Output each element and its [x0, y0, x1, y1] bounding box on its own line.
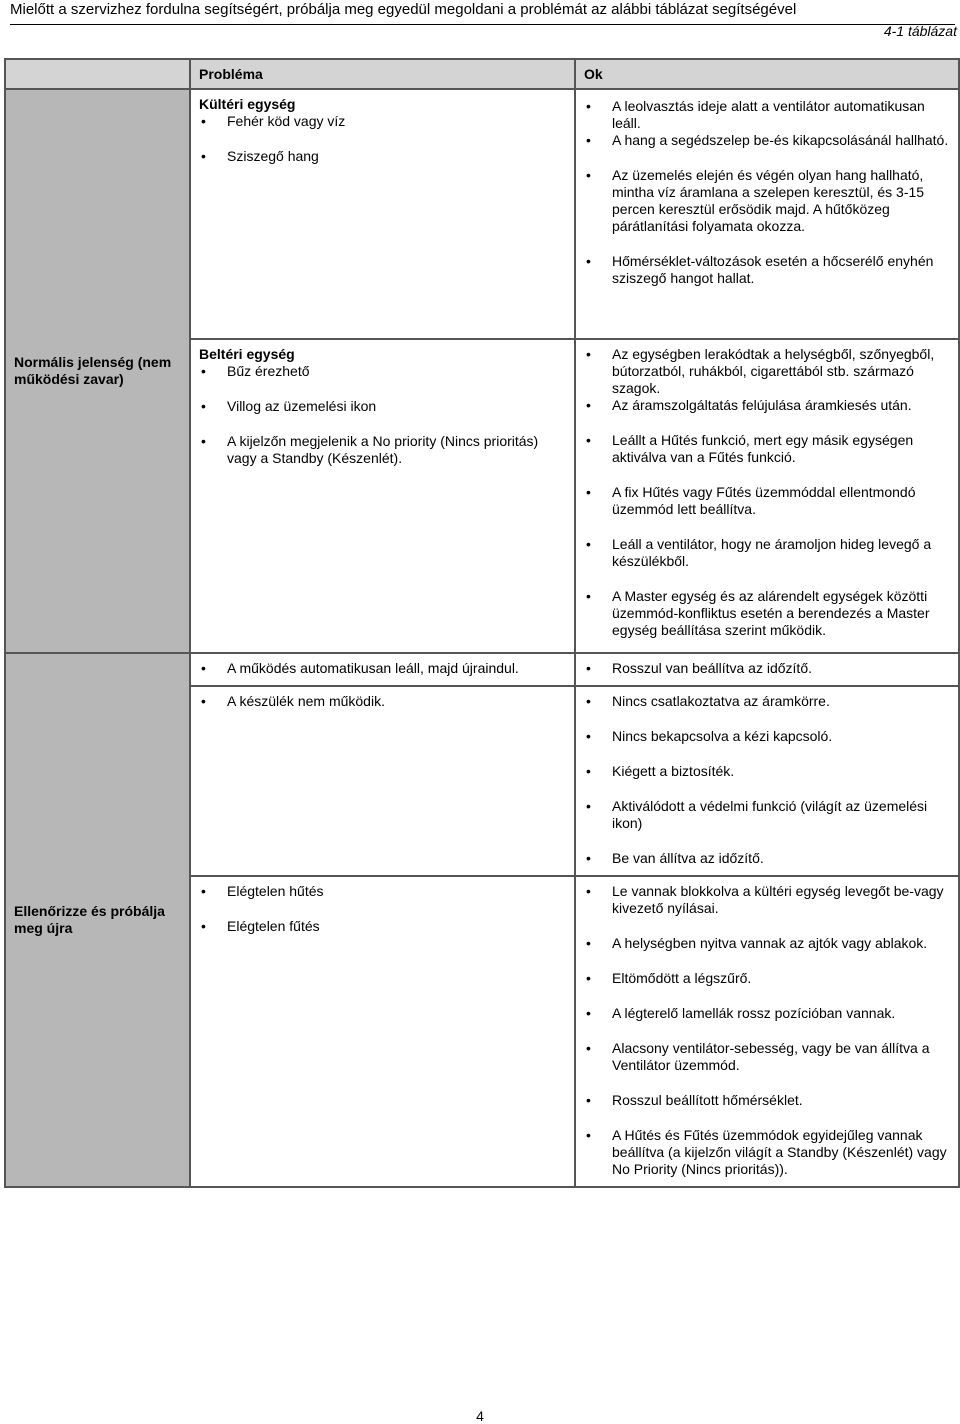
cause-cell-restart — [575, 653, 959, 686]
list-item: • Az üzemelés elején és végén olyan hang hallható, mintha víz áramlana a szelepen keresztül, és 3-15 percen keresztül erősödik majd. A hűtőközeg párátlanítási folyamata okozza. — [584, 167, 952, 235]
cause-list — [584, 693, 952, 867]
cause-cell-nowork — [575, 686, 959, 876]
list-item: • A készülék nem működik. — [199, 693, 568, 710]
list-item: • Leáll a ventilátor, hogy ne áramoljon hideg levegő a készülékből. — [584, 536, 952, 570]
list-item: • Kiégett a biztosíték. — [584, 763, 952, 780]
list-item: • A leolvasztás ideje alatt a ventilátor automatikusan leáll. — [584, 98, 952, 132]
list-item: • A kijelzőn megjelenik a No priority (Nincs prioritás) vagy a Standby (Készenlét). — [199, 433, 568, 467]
page-header-title: Mielőtt a szervizhez fordulna segítségért, próbálja meg egyedül megoldani a problémát az alábbi táblázat segítségével — [10, 1, 797, 18]
header-cause-label: Ok — [584, 66, 603, 82]
cause-cell-poor — [575, 876, 959, 1187]
list-item: • Sziszegő hang — [199, 148, 568, 165]
category-check-label: Ellenőrizze és próbálja meg újra — [14, 903, 165, 936]
list-item: • Rosszul beállított hőmérséklet. — [584, 1092, 952, 1109]
list-item: • Bűz érezhető — [199, 363, 568, 380]
table-row — [5, 89, 959, 339]
list-item: • Az áramszolgáltatás felújulása áramkiesés után. — [584, 397, 952, 414]
table-number: 4-1 táblázat — [883, 23, 957, 39]
list-item: • Hőmérséklet-változások esetén a hőcserélő enyhén sziszegő hangot hallat. — [584, 253, 952, 287]
list-item: • Aktiválódott a védelmi funkció (világít az üzemelési ikon) — [584, 798, 952, 832]
cause-list — [584, 98, 952, 287]
header-problem-label: Probléma — [199, 66, 263, 82]
list-item: • A légterelő lamellák rossz pozícióban vannak. — [584, 1005, 952, 1022]
category-check-cell — [5, 653, 190, 1187]
problem-list — [199, 363, 568, 467]
problem-cell-nowork — [190, 686, 575, 876]
table-row — [5, 653, 959, 686]
list-item: • A működés automatikusan leáll, majd újraindul. — [199, 660, 568, 677]
category-normal-label: Normális jelenség (nem működési zavar) — [14, 354, 172, 387]
problem-list — [199, 883, 568, 935]
list-item: • Alacsony ventilátor-sebesség, vagy be van állítva a Ventilátor üzemmód. — [584, 1040, 952, 1074]
problem-cell-restart — [190, 653, 575, 686]
list-item: • Az egységben lerakódtak a helységből, szőnyegből, bútorzatból, ruhákból, cigarettából stb. származó szagok. — [584, 346, 952, 397]
page-header — [10, 0, 955, 25]
list-item: • A hang a segédszelep be-és kikapcsolásánál hallható. — [584, 132, 952, 149]
list-item: • A Hűtés és Fűtés üzemmódok egyidejűleg vannak beállítva (a kijelzőn világít a Standby (Készenlét) vagy No Priority (Nincs prioritás)). — [584, 1127, 952, 1178]
problem-list — [199, 113, 568, 165]
cause-list — [584, 883, 952, 1178]
category-normal-cell — [5, 89, 190, 653]
problem-cell-poor — [190, 876, 575, 1187]
cause-cell-outdoor — [575, 89, 959, 339]
problem-list — [199, 660, 568, 677]
list-item: • Be van állítva az időzítő. — [584, 850, 952, 867]
list-item: • Elégtelen fűtés — [199, 918, 568, 935]
header-problem-cell — [190, 59, 575, 89]
list-item: • Le vannak blokkolva a kültéri egység levegőt be-vagy kivezető nyílásai. — [584, 883, 952, 917]
list-item: • A helységben nyitva vannak az ajtók vagy ablakok. — [584, 935, 952, 952]
list-item: • Nincs bekapcsolva a kézi kapcsoló. — [584, 728, 952, 745]
page-number: 4 — [476, 1408, 484, 1424]
problem-list — [199, 693, 568, 710]
list-item: • Rosszul van beállítva az időzítő. — [584, 660, 952, 677]
list-item: • Leállt a Hűtés funkció, mert egy másik egységen aktiválva van a Fűtés funkció. — [584, 432, 952, 466]
list-item: • Fehér köd vagy víz — [199, 113, 568, 130]
header-cause-cell — [575, 59, 959, 89]
list-item: • Elégtelen hűtés — [199, 883, 568, 900]
troubleshooting-table — [4, 58, 960, 1188]
outdoor-unit-title: Kültéri egység — [199, 96, 296, 112]
problem-cell-indoor — [190, 339, 575, 653]
cause-cell-indoor — [575, 339, 959, 653]
list-item: • Villog az üzemelési ikon — [199, 398, 568, 415]
list-item: • Eltömődött a légszűrő. — [584, 970, 952, 987]
list-item: • Nincs csatlakoztatva az áramkörre. — [584, 693, 952, 710]
table-header-row — [5, 59, 959, 89]
list-item: • A fix Hűtés vagy Fűtés üzemmóddal ellentmondó üzemmód lett beállítva. — [584, 484, 952, 518]
indoor-unit-title: Beltéri egység — [199, 346, 295, 362]
header-empty-cell — [5, 59, 190, 89]
cause-list — [584, 346, 952, 639]
list-item: • A Master egység és az alárendelt egységek közötti üzemmód-konfliktus esetén a berendezés a Master egység beállítása szerint működik. — [584, 588, 952, 639]
cause-list — [584, 660, 952, 677]
problem-cell-outdoor — [190, 89, 575, 339]
